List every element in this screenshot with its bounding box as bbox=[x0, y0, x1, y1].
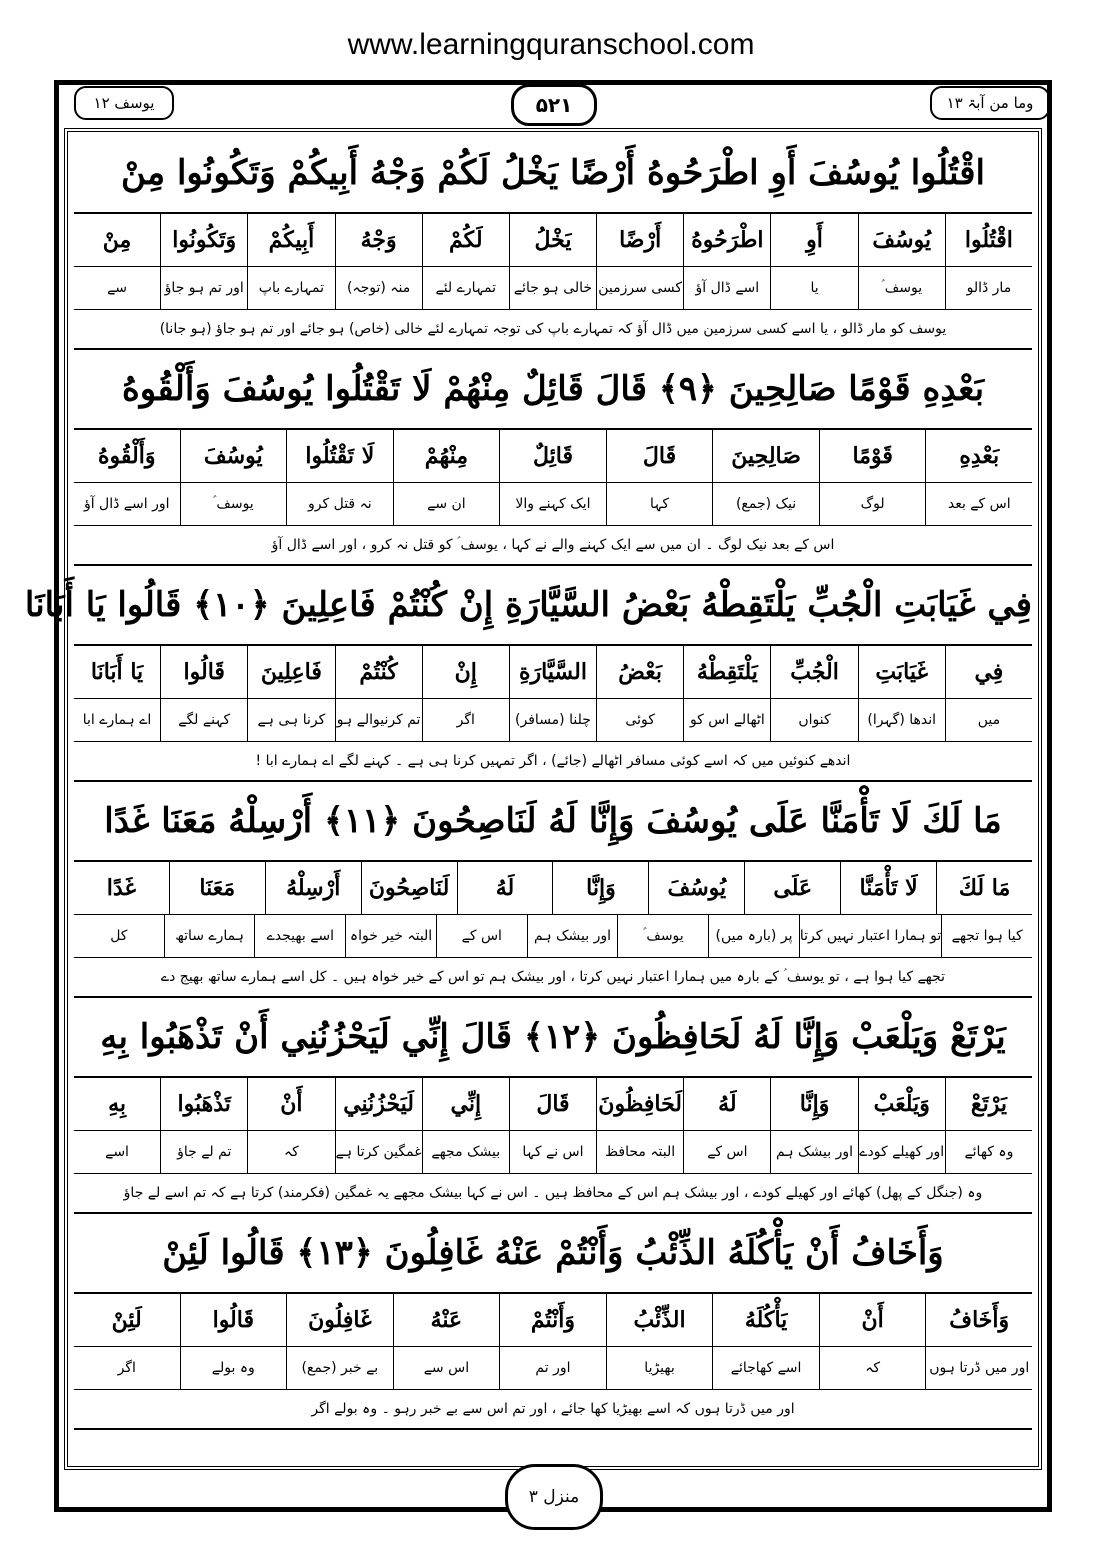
arabic-word-cell: قَوْمًا bbox=[819, 430, 926, 482]
arabic-word-cell: لَكُمْ bbox=[422, 214, 509, 266]
urdu-meaning-cell: تمہارے لئے bbox=[422, 267, 509, 309]
arabic-word-cell: فِي bbox=[945, 646, 1032, 698]
verse-text: مَا لَكَ لَا تَأْمَنَّا عَلَى يُوسُفَ وَإِنَّا لَهُ لَنَاصِحُونَ ﴿١١﴾ أَرْسِلْهُ مَعَنَا غَدًا bbox=[74, 782, 1032, 862]
arabic-word-cell: كُنْتُمْ bbox=[335, 646, 422, 698]
urdu-meaning-cell: اور تم ہو جاؤ bbox=[160, 267, 247, 309]
arabic-word-cell: عَنْهُ bbox=[393, 1294, 500, 1346]
verse-text: فِي غَيَابَتِ الْجُبِّ يَلْتَقِطْهُ بَعْضُ السَّيَّارَةِ إِنْ كُنْتُمْ فَاعِلِينَ ﴿١٠﴾ قَالُوا يَا أَبَانَا bbox=[74, 566, 1032, 646]
verse-text: بَعْدِهِ قَوْمًا صَالِحِينَ ﴿٩﴾ قَالَ قَائِلٌ مِنْهُمْ لَا تَقْتُلُوا يُوسُفَ وَأَلْقُوهُ bbox=[74, 350, 1032, 430]
word-row bbox=[74, 1294, 1032, 1347]
arabic-word-cell: اقْتُلُوا bbox=[945, 214, 1032, 266]
urdu-meaning-cell: نہ قتل کرو bbox=[286, 483, 393, 525]
urdu-meaning-cell: کہ bbox=[819, 1347, 926, 1389]
urdu-meaning-cell: یا bbox=[770, 267, 857, 309]
arabic-word-cell: لَيَحْزُنُنِي bbox=[335, 1078, 422, 1130]
urdu-meaning-cell: پر (بارہ میں) bbox=[708, 915, 799, 957]
urdu-translation: یوسف کو مار ڈالو ، یا اسے کسی سرزمین میں ڈال آؤ کہ تمہارے باپ کی توجہ تمہارے لئے خالی (خاص) ہو جائے اور تم ہو جاؤ (ہو جانا) bbox=[159, 321, 947, 337]
urdu-meaning-cell: لوگ bbox=[819, 483, 926, 525]
verse-block bbox=[74, 1214, 1032, 1430]
verse-block bbox=[74, 350, 1032, 566]
urdu-meaning-cell: نیک (جمع) bbox=[712, 483, 819, 525]
urdu-meaning-cell: اسے کھاجائے bbox=[712, 1347, 819, 1389]
urdu-meaning-cell: اسے bbox=[105, 1144, 129, 1160]
arabic-word-cell: الذِّئْبُ bbox=[606, 1294, 713, 1346]
urdu-meaning-cell: تمہارے باپ bbox=[247, 267, 334, 309]
urdu-meaning-cell: بے خبر (جمع) bbox=[286, 1347, 393, 1389]
urdu-meaning-cell: البتہ خیر خواہ bbox=[345, 915, 436, 957]
urdu-meaning-cell: تم لے جاؤ bbox=[160, 1131, 247, 1173]
arabic-word-cell: يَلْتَقِطْهُ bbox=[683, 646, 770, 698]
urdu-meaning-cell: اگر bbox=[422, 699, 509, 741]
urdu-meaning-cell: یوسف ؑ bbox=[180, 483, 287, 525]
urdu-meaning-cell: منہ (توجہ) bbox=[335, 267, 422, 309]
arabic-word-cell: مَعَنَا bbox=[169, 862, 265, 914]
meaning-row bbox=[74, 915, 1032, 958]
arabic-word-cell: يَخْلُ bbox=[509, 214, 596, 266]
urdu-meaning-cell: چلنا (مسافر) bbox=[509, 699, 596, 741]
arabic-word-cell: قَالُوا bbox=[180, 1294, 287, 1346]
word-row bbox=[74, 1078, 1032, 1131]
meaning-row bbox=[74, 267, 1032, 310]
urdu-meaning-cell: اس کے bbox=[683, 1131, 770, 1173]
urdu-meaning-cell: کہنے لگے bbox=[160, 699, 247, 741]
urdu-meaning-cell: اس کے بعد bbox=[925, 483, 1032, 525]
arabic-word-cell: مَا لَكَ bbox=[936, 862, 1032, 914]
arabic-word-cell: اطْرَحُوهُ bbox=[683, 214, 770, 266]
arabic-word-cell: فَاعِلِينَ bbox=[247, 646, 334, 698]
urdu-meaning-cell: البتہ محافظ bbox=[596, 1131, 683, 1173]
arabic-word-cell: تَذْهَبُوا bbox=[160, 1078, 247, 1130]
urdu-meaning-cell: کہا bbox=[606, 483, 713, 525]
arabic-word-cell: وَجْهُ bbox=[335, 214, 422, 266]
verse-text: يَرْتَعْ وَيَلْعَبْ وَإِنَّا لَهُ لَحَافِظُونَ ﴿١٢﴾ قَالَ إِنِّي لَيَحْزُنُنِي أَنْ تَذْهَبُوا بِهِ bbox=[74, 998, 1032, 1078]
urdu-meaning-cell: اور بیشک ہم bbox=[527, 915, 618, 957]
arabic-word-cell: عَلَى bbox=[744, 862, 840, 914]
arabic-word-cell: لَا تَأْمَنَّا bbox=[840, 862, 936, 914]
arabic-word-cell: يَأْكُلَهُ bbox=[712, 1294, 819, 1346]
arabic-word-cell: أَرْسِلْهُ bbox=[265, 862, 361, 914]
urdu-meaning-cell: کنواں bbox=[770, 699, 857, 741]
urdu-meaning-cell: یوسف ؑ bbox=[858, 267, 945, 309]
verse-block bbox=[74, 782, 1032, 998]
arabic-word-cell: يُوسُفَ bbox=[858, 214, 945, 266]
urdu-meaning-cell: بیشک مجھے bbox=[422, 1131, 509, 1173]
urdu-meaning-cell: مار ڈالو bbox=[945, 267, 1032, 309]
surah-name-tag: یوسف ۱۲ bbox=[74, 86, 174, 120]
verse-block bbox=[74, 134, 1032, 350]
arabic-word-cell: مِنْهُمْ bbox=[393, 430, 500, 482]
page-content bbox=[24, 134, 1032, 1430]
verse-block bbox=[74, 998, 1032, 1214]
verse-block bbox=[24, 566, 1032, 782]
arabic-word-cell: وَتَكُونُوا bbox=[160, 214, 247, 266]
urdu-meaning-cell: غمگین کرتا ہے bbox=[335, 1131, 422, 1173]
urdu-meaning-cell: اور بیشک ہم bbox=[770, 1131, 857, 1173]
meaning-row bbox=[74, 1131, 1032, 1174]
arabic-word-cell: غَيَابَتِ bbox=[858, 646, 945, 698]
urdu-meaning-cell: اے ہمارے ابا bbox=[82, 712, 152, 728]
urdu-meaning-cell: اس سے bbox=[393, 1347, 500, 1389]
arabic-word-cell: لَئِنْ bbox=[111, 1307, 142, 1333]
arabic-word-cell: يَرْتَعْ bbox=[945, 1078, 1032, 1130]
urdu-meaning-cell: کسی سرزمین bbox=[596, 267, 683, 309]
arabic-word-cell: وَإِنَّا bbox=[770, 1078, 857, 1130]
urdu-meaning-cell: کہ bbox=[247, 1131, 334, 1173]
urdu-meaning-cell: بھیڑیا bbox=[606, 1347, 713, 1389]
arabic-word-cell: لَحَافِظُونَ bbox=[596, 1078, 683, 1130]
urdu-meaning-cell: اندھا (گہرا) bbox=[858, 699, 945, 741]
urdu-meaning-cell: اور تم bbox=[499, 1347, 606, 1389]
arabic-word-cell: غَافِلُونَ bbox=[286, 1294, 393, 1346]
urdu-meaning-cell: اگر bbox=[117, 1360, 136, 1376]
urdu-meaning-cell: کرنا ہی ہے bbox=[247, 699, 334, 741]
arabic-word-cell: بَعْدِهِ bbox=[925, 430, 1032, 482]
arabic-word-cell: وَأَلْقُوهُ bbox=[97, 443, 156, 469]
urdu-meaning-cell: ان سے bbox=[393, 483, 500, 525]
urdu-meaning-cell: وہ بولے bbox=[180, 1347, 287, 1389]
arabic-word-cell: أَنْ bbox=[819, 1294, 926, 1346]
arabic-word-cell: الْجُبِّ bbox=[770, 646, 857, 698]
arabic-word-cell: السَّيَّارَةِ bbox=[509, 646, 596, 698]
meaning-row bbox=[74, 1347, 1032, 1390]
urdu-translation: وہ (جنگل کے پھل) کھائے اور کھیلے کودے ، اور بیشک ہم اس کے محافظ ہیں ۔ اس نے کہا بیشک مجھے یہ غمگین (فکرمند) کرتا ہے کہ تم اسے لے جاؤ bbox=[123, 1185, 983, 1201]
urdu-meaning-cell: وہ کھائے bbox=[945, 1131, 1032, 1173]
urdu-translation: اور میں ڈرتا ہوں کہ اسے بھیڑیا کھا جائے ، اور تم اس سے بے خبر رہو ۔ وہ بولے اگر bbox=[311, 1401, 795, 1417]
urdu-meaning-cell: کل bbox=[110, 928, 128, 944]
arabic-word-cell: أَوِ bbox=[770, 214, 857, 266]
arabic-word-cell: صَالِحِينَ bbox=[712, 430, 819, 482]
urdu-meaning-cell: کوئی bbox=[596, 699, 683, 741]
arabic-word-cell: وَيَلْعَبْ bbox=[858, 1078, 945, 1130]
arabic-word-cell: أَنْ bbox=[247, 1078, 334, 1130]
arabic-word-cell: وَأَنْتُمْ bbox=[499, 1294, 606, 1346]
site-url: www.learningquranschool.com bbox=[347, 28, 755, 61]
word-row bbox=[74, 862, 1032, 915]
arabic-word-cell: بَعْضُ bbox=[596, 646, 683, 698]
urdu-meaning-cell: اس نے کہا bbox=[509, 1131, 596, 1173]
arabic-word-cell: قَالَ bbox=[606, 430, 713, 482]
urdu-meaning-cell: اس کے bbox=[436, 915, 527, 957]
arabic-word-cell: لَهُ bbox=[457, 862, 553, 914]
urdu-translation: تجھے کیا ہوا ہے ، تو یوسف ؑ کے بارہ میں ہمارا اعتبار نہیں کرتا ، اور بیشک ہم تو اس کے خیر خواہ ہیں ۔ کل اسے ہمارے ساتھ بھیج دے bbox=[160, 969, 946, 985]
urdu-meaning-cell: تم کرنیوالے ہو bbox=[335, 699, 422, 741]
urdu-meaning-cell: اور اسے ڈال آؤ bbox=[83, 496, 170, 512]
urdu-meaning-cell: اور میں ڈرتا ہوں bbox=[925, 1347, 1032, 1389]
word-row bbox=[74, 214, 1032, 267]
urdu-meaning-cell: اسے ڈال آؤ bbox=[683, 267, 770, 309]
arabic-word-cell: لَنَاصِحُونَ bbox=[361, 862, 457, 914]
arabic-word-cell: لَهُ bbox=[683, 1078, 770, 1130]
verse-text: اقْتُلُوا يُوسُفَ أَوِ اطْرَحُوهُ أَرْضًا يَخْلُ لَكُمْ وَجْهُ أَبِيكُمْ وَتَكُونُوا مِنْ bbox=[74, 134, 1032, 214]
verse-text: وَأَخَافُ أَنْ يَأْكُلَهُ الذِّئْبُ وَأَنْتُمْ عَنْهُ غَافِلُونَ ﴿١٣﴾ قَالُوا لَئِنْ bbox=[74, 1214, 1032, 1294]
urdu-meaning-cell: تو ہمارا اعتبار نہیں کرتا bbox=[799, 915, 941, 957]
arabic-word-cell: يُوسُفَ bbox=[180, 430, 287, 482]
arabic-word-cell: قَائِلٌ bbox=[499, 430, 606, 482]
arabic-word-cell: إِنْ bbox=[422, 646, 509, 698]
urdu-meaning-cell: اٹھالے اس کو bbox=[683, 699, 770, 741]
urdu-meaning-cell: سے bbox=[107, 280, 127, 296]
urdu-meaning-cell: یوسف ؑ bbox=[617, 915, 708, 957]
urdu-meaning-cell: کیا ہوا تجھے bbox=[941, 915, 1032, 957]
arabic-word-cell: بِهِ bbox=[108, 1091, 126, 1117]
arabic-word-cell: وَإِنَّا bbox=[552, 862, 648, 914]
urdu-meaning-cell: ہمارے ساتھ bbox=[164, 915, 255, 957]
arabic-word-cell: غَدًا bbox=[106, 875, 136, 901]
urdu-translation: اندھے کنوئیں میں کہ اسے کوئی مسافر اٹھالے (جائے) ، اگر تمہیں کرنا ہی ہے ۔ کہنے لگے اے ہمارے ابا ! bbox=[255, 753, 851, 769]
page-number: ۵۲۱ bbox=[511, 84, 597, 126]
arabic-word-cell: يُوسُفَ bbox=[648, 862, 744, 914]
arabic-word-cell: إِنِّي bbox=[422, 1078, 509, 1130]
urdu-meaning-cell: خالی ہو جائے bbox=[509, 267, 596, 309]
meaning-row bbox=[74, 483, 1032, 526]
arabic-word-cell: يَا أَبَانَا bbox=[90, 659, 144, 685]
arabic-word-cell: وَأَخَافُ bbox=[925, 1294, 1032, 1346]
arabic-word-cell: قَالُوا bbox=[160, 646, 247, 698]
urdu-translation: اس کے بعد نیک لوگ ۔ ان میں سے ایک کہنے والے نے کہا ، یوسف ؑ کو قتل نہ کرو ، اور اسے ڈال آؤ bbox=[271, 537, 835, 553]
word-row bbox=[74, 430, 1032, 483]
arabic-word-cell: أَرْضًا bbox=[596, 214, 683, 266]
word-row bbox=[74, 646, 1032, 699]
arabic-word-cell: مِنْ bbox=[102, 227, 132, 253]
arabic-word-cell: أَبِيكُمْ bbox=[247, 214, 334, 266]
urdu-meaning-cell: اسے بھیجدے bbox=[254, 915, 345, 957]
urdu-meaning-cell: اور کھیلے کودے bbox=[858, 1131, 945, 1173]
arabic-word-cell: لَا تَقْتُلُوا bbox=[286, 430, 393, 482]
meaning-row bbox=[74, 699, 1032, 742]
urdu-meaning-cell: میں bbox=[945, 699, 1032, 741]
juz-name-tag: وما من آبۃ ۱۳ bbox=[930, 86, 1050, 120]
urdu-meaning-cell: ایک کہنے والا bbox=[499, 483, 606, 525]
manzil-badge: منزل ۳ bbox=[505, 1464, 603, 1530]
arabic-word-cell: قَالَ bbox=[509, 1078, 596, 1130]
